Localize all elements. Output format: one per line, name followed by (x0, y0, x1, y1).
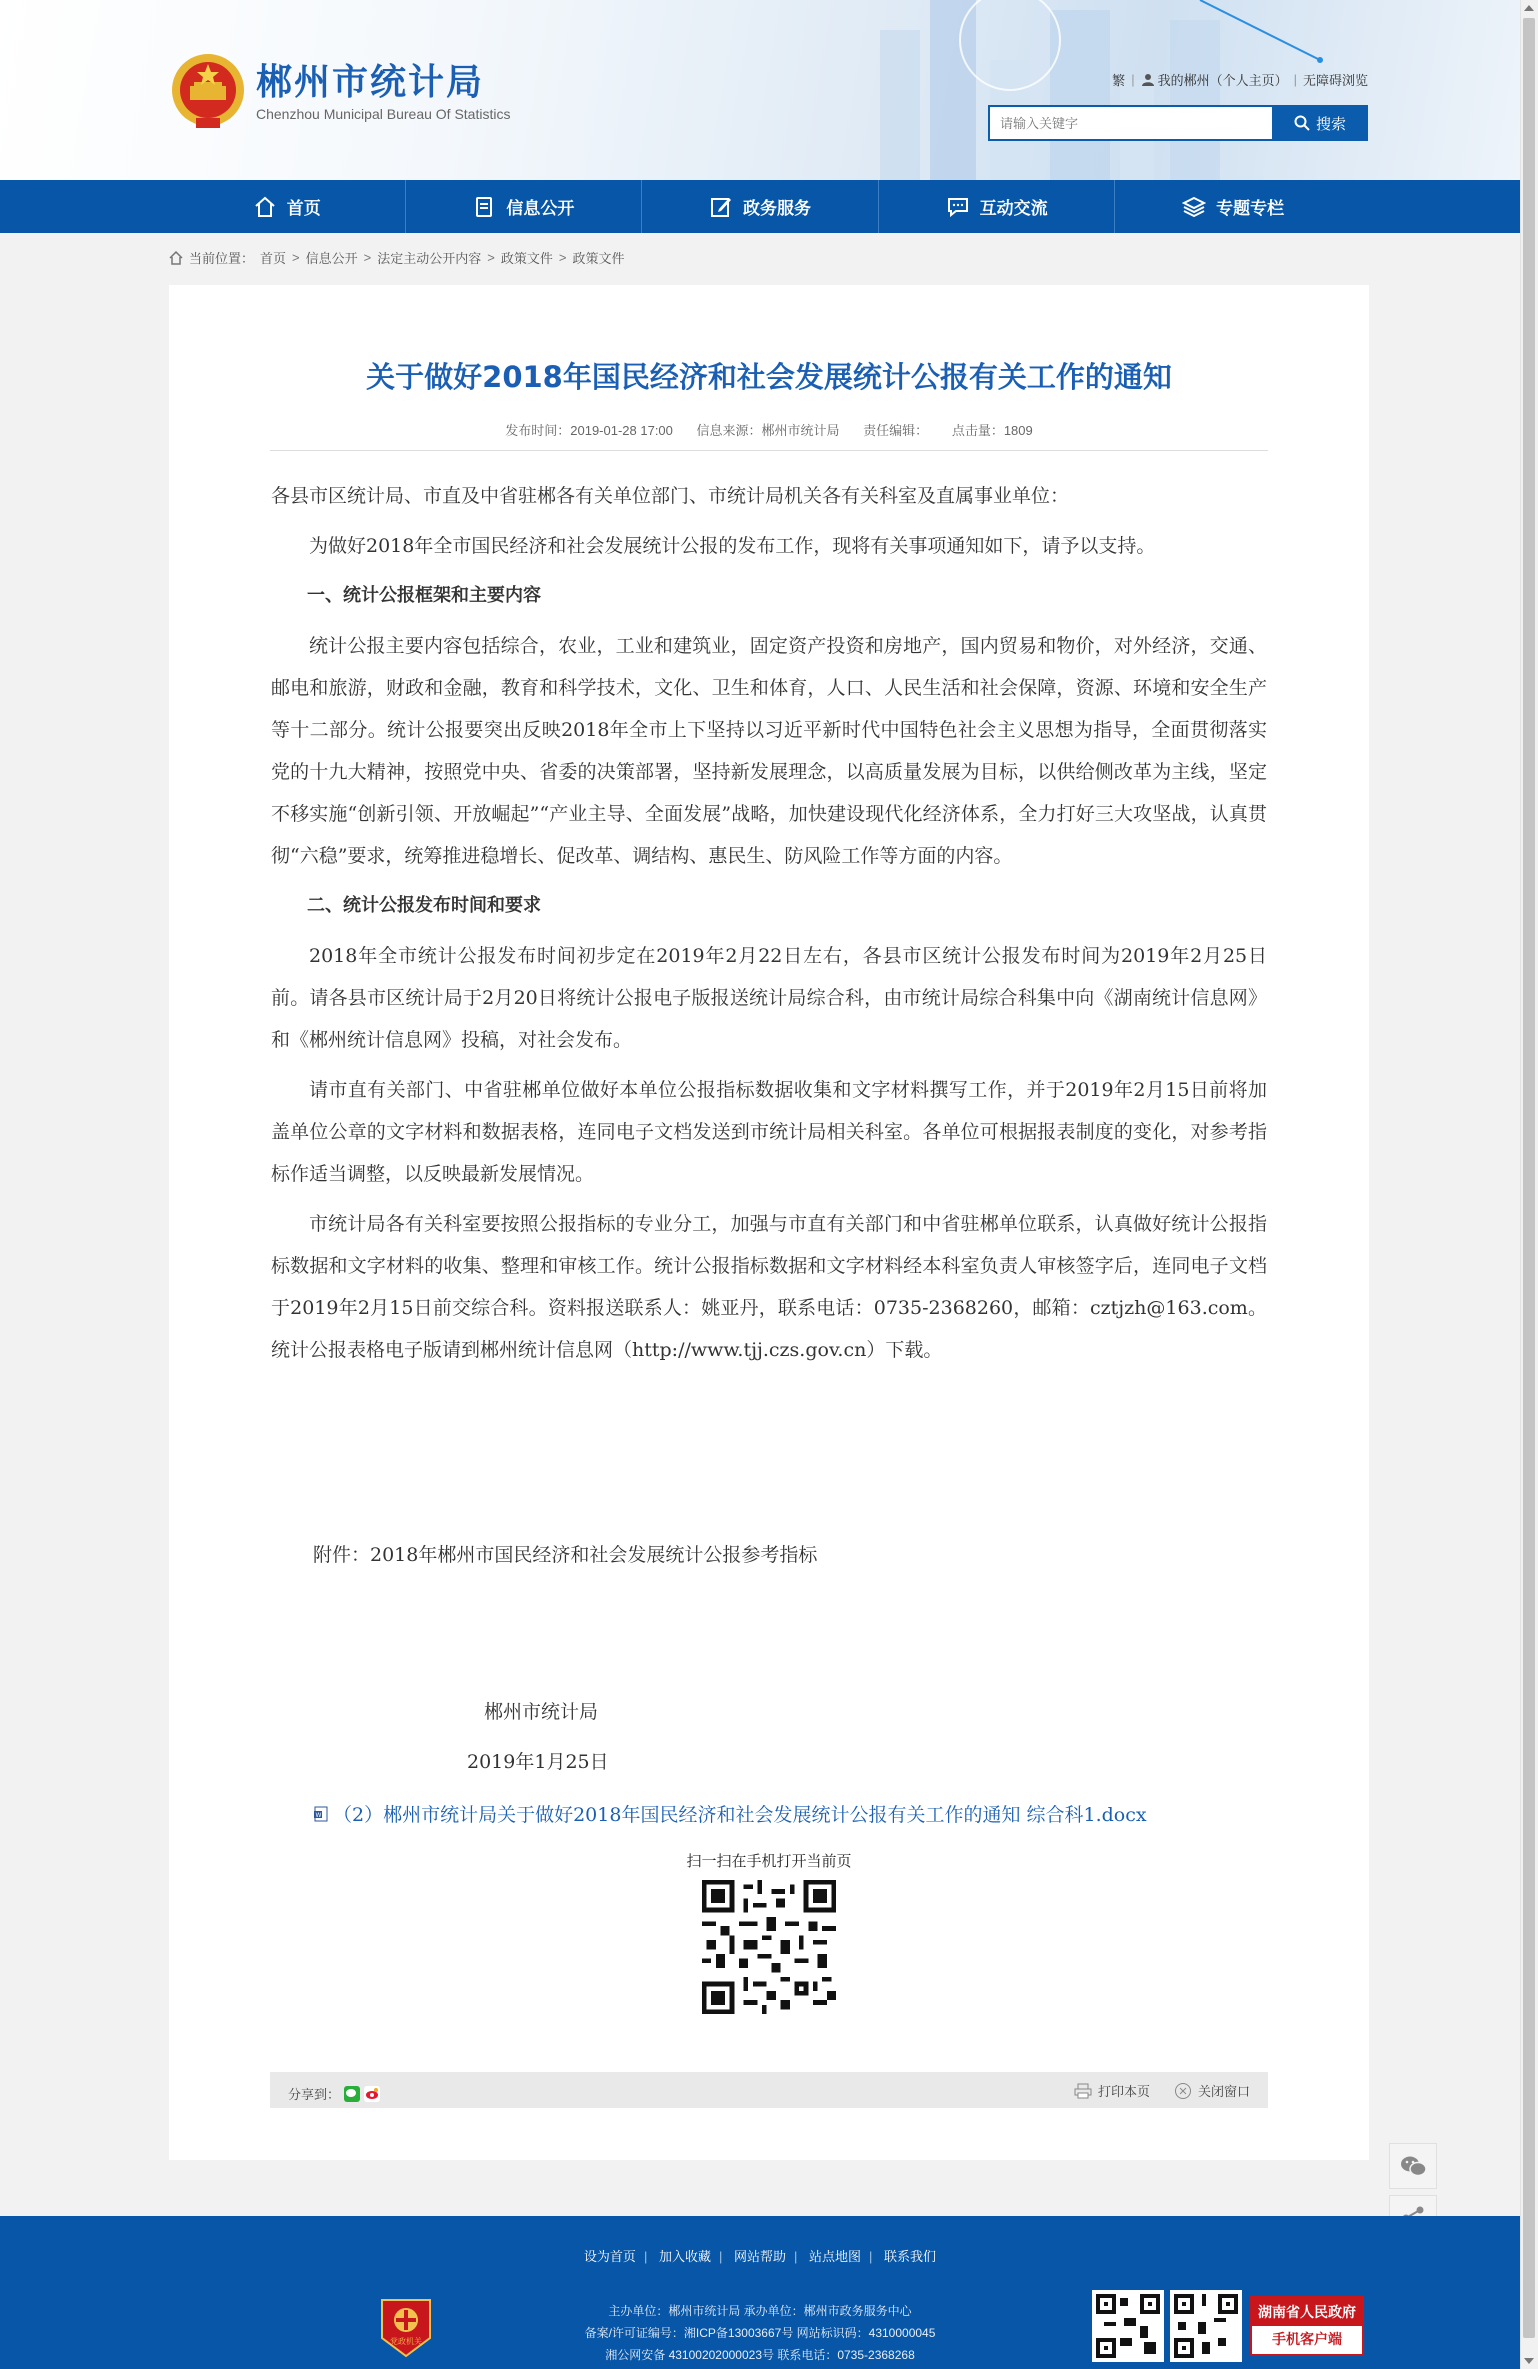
print-label: 打印本页 (1097, 2084, 1150, 2099)
national-emblem-icon (170, 52, 246, 132)
nav-item-special-topics[interactable] (1115, 180, 1351, 233)
close-icon (1174, 2082, 1192, 2100)
site-footer (0, 2216, 1520, 2369)
separator: | (1131, 72, 1135, 87)
sign-date: 2019年1月25日 (467, 1751, 609, 1773)
footer-icp: 备案/许可证编号：湘ICP备13003667号 网站标识码：4310000045 (584, 2326, 936, 2340)
paragraph: 市统计局各有关科室要按照公报指标的专业分工，加强与市直有关部门和中省驻郴单位联系，认真做好统计公报指标数据和文字材料的收集、整理和审核工作。统计公报指标数据和文字材料经本科室负责人审核签字后，连同电子文档于2019年2月15日前交综合科。资料报送联系人：姚亚丹，联系电话：0735-2368260，邮箱：cztjzh@163.com。统计公报表格电子版请到郴州统计信息网（http://www.tjj.czs.gov.cn）下载。 (271, 1213, 1267, 1361)
article-card (169, 285, 1369, 2160)
attachment-note: 附件：2018年郴州市国民经济和社会发展统计公报参考指标 (313, 1544, 818, 1566)
badge-text: 党政机关 (390, 2337, 422, 2346)
separator: | (1293, 72, 1297, 87)
share-bar (270, 2072, 1268, 2108)
nav-item-label: 首页 (286, 199, 321, 218)
search-box (988, 105, 1368, 141)
nav-item-info-disclosure[interactable] (406, 180, 643, 233)
nav-item-interaction[interactable] (879, 180, 1116, 233)
scroll-up-arrow-icon[interactable] (1524, 5, 1534, 11)
gov-app-subtitle: 手机客户端 (1272, 2331, 1342, 2347)
qr-code-icon (1096, 2294, 1160, 2358)
breadcrumb-separator: > (558, 250, 567, 265)
site-header (0, 0, 1520, 180)
footer-link-favorite[interactable]: 加入收藏 (658, 2249, 711, 2264)
close-window-button[interactable] (1174, 2081, 1250, 2100)
main-nav (0, 180, 1520, 233)
separator: | (869, 2249, 873, 2264)
footer-qr-wechat (1170, 2290, 1242, 2362)
separator: | (718, 2249, 723, 2264)
layers-icon (1182, 195, 1206, 219)
attachment-link[interactable] (313, 1800, 1147, 1827)
section-heading: 一、统计公报框架和主要内容 (307, 585, 541, 606)
search-button-label: 搜索 (1315, 115, 1346, 133)
nav-item-label: 信息公开 (506, 199, 575, 218)
breadcrumb-item[interactable]: 政策文件 (572, 251, 625, 266)
qr-code-icon (1174, 2294, 1238, 2358)
footer-link-contact[interactable]: 联系我们 (884, 2249, 937, 2264)
breadcrumb-separator: > (292, 250, 300, 265)
paragraph: 请市直有关部门、中省驻郴单位做好本单位公报指标数据收集和文字材料撰写工作，并于2019年2月15日前将加盖单位公章的文字材料和数据表格，连同电子文档发送到市统计局相关科室。各单位可根据报表制度的变化，对参考指标作适当调整，以反映最新发展情况。 (271, 1079, 1267, 1185)
float-wechat-button[interactable] (1389, 2143, 1437, 2189)
page-scrollbar[interactable] (1520, 0, 1538, 2369)
word-document-icon (313, 1806, 329, 1822)
edit-icon (709, 195, 733, 219)
chat-icon (946, 195, 970, 219)
footer-link-help[interactable]: 网站帮助 (733, 2249, 786, 2264)
breadcrumb-separator: > (487, 250, 495, 265)
site-logo[interactable] (170, 52, 510, 132)
footer-link-set-homepage[interactable]: 设为首页 (583, 2249, 636, 2264)
footer-links (0, 2246, 1520, 2265)
breadcrumb (169, 248, 624, 267)
nav-item-label: 互动交流 (979, 199, 1048, 218)
home-icon (169, 251, 183, 265)
qr-caption: 扫一扫在手机打开当前页 (686, 1853, 852, 1870)
separator: | (643, 2249, 648, 2264)
site-name-en: Chenzhou Municipal Bureau Of Statistics (256, 106, 511, 122)
header-decoration (820, 0, 1340, 180)
footer-qr-weibo (1092, 2290, 1164, 2362)
search-button[interactable] (1272, 105, 1368, 141)
signature: 郴州市统计局 (484, 1701, 599, 1723)
section-heading: 二、统计公报发布时间和要求 (307, 895, 541, 916)
printer-icon (1074, 2082, 1092, 2100)
info-source: 信息来源：郴州市统计局 (696, 423, 840, 438)
nav-item-label: 专题专栏 (1216, 199, 1285, 218)
gov-app-title: 湖南省人民政府 (1252, 2298, 1362, 2326)
weibo-icon[interactable] (364, 2086, 380, 2102)
footer-link-sitemap[interactable]: 站点地图 (809, 2249, 862, 2264)
breadcrumb-item[interactable]: 政策文件 (500, 251, 553, 266)
wechat-icon (1399, 2154, 1427, 2178)
attachment-link-label: （2）郴州市统计局关于做好2018年国民经济和社会发展统计公报有关工作的通知 综合科1.docx (333, 1804, 1147, 1826)
paragraph: 各县市区统计局、市直及中省驻郴各有关单位部门、市统计局机关各有关科室及直属事业单位： (271, 485, 1070, 507)
article-title: 关于做好2018年国民经济和社会发展统计公报有关工作的通知 (366, 360, 1172, 394)
nav-item-gov-services[interactable] (642, 180, 879, 233)
print-button[interactable] (1074, 2081, 1150, 2100)
svg-text:W: W (315, 1811, 322, 1819)
paragraph: 2018年全市统计公报发布时间初步定在2019年2月22日左右，各县市区统计公报发布时间为2019年2月25日前。请各县市区统计局于2月20日将统计公报电子版报送统计局综合科，由市统计局综合科集中向《湖南统计信息网》和《郴州统计信息网》投稿，对社会发布。 (271, 945, 1267, 1051)
scroll-down-arrow-icon[interactable] (1524, 2358, 1534, 2364)
home-icon (253, 195, 277, 219)
article-body (271, 475, 1267, 1379)
accessibility-link[interactable]: 无障碍浏览 (1302, 73, 1368, 88)
divider (270, 450, 1268, 451)
paragraph: 统计公报主要内容包括综合，农业，工业和建筑业，固定资产投资和房地产，国内贸易和物价，对外经济，交通、邮电和旅游，财政和金融，教育和科学技术，文化、卫生和体育，人口、人民生活和社会保障，资源、环境和安全生产等十二部分。统计公报要突出反映2018年全市上下坚持以习近平新时代中国特色社会主义思想为指导，全面贯彻落实党的十九大精神，按照党中央、省委的决策部署，坚持新发展理念，以高质量发展为目标，以供给侧改革为主线，坚定不移实施“创新引领、开放崛起”“产业主导、全面发展”战略，加快建设现代化经济体系，全力打好三大攻坚战，认真贯彻“六稳”要求，统筹推进稳增长、促改革、调结构、惠民生、防风险工作等方面的内容。 (271, 635, 1267, 867)
page-qr-code (702, 1880, 836, 2014)
breadcrumb-item[interactable]: 首页 (260, 251, 287, 266)
editor: 责任编辑： (863, 423, 929, 438)
breadcrumb-item[interactable]: 信息公开 (305, 251, 358, 266)
site-name: 郴州市统计局 (256, 62, 485, 103)
my-homepage-link[interactable]: 我的郴州（个人主页） (1157, 73, 1288, 88)
share-label: 分享到： (288, 2087, 341, 2102)
close-window-label: 关闭窗口 (1197, 2084, 1250, 2099)
footer-host: 主办单位：郴州市统计局 承办单位：郴州市政务服务中心 (608, 2304, 912, 2318)
wechat-icon[interactable] (344, 2086, 360, 2102)
scroll-thumb[interactable] (1523, 18, 1535, 2338)
breadcrumb-separator: > (363, 250, 372, 265)
article-meta (169, 420, 1369, 439)
publish-date: 发布时间：2019-01-28 17:00 (505, 423, 673, 438)
traditional-chinese-link[interactable]: 繁 (1112, 73, 1126, 88)
nav-item-home[interactable] (169, 180, 406, 233)
breadcrumb-item[interactable]: 法定主动公开内容 (377, 251, 482, 266)
document-icon (472, 195, 496, 219)
footer-police: 湘公网安备 43100202000023号 联系电话：0735-2368268 (605, 2348, 915, 2362)
search-input[interactable] (988, 105, 1272, 141)
hunan-gov-app-link[interactable] (1250, 2296, 1364, 2356)
search-icon (1294, 115, 1310, 131)
paragraph: 为做好2018年全市国民经济和社会发展统计公报的发布工作，现将有关事项通知如下，请予以支持。 (309, 535, 1156, 557)
separator: | (794, 2249, 798, 2264)
user-icon (1141, 73, 1155, 87)
nav-item-label: 政务服务 (742, 199, 811, 218)
view-count: 点击量：1809 (951, 423, 1033, 438)
breadcrumb-prefix: 当前位置： (189, 251, 255, 266)
top-links (1112, 70, 1368, 89)
